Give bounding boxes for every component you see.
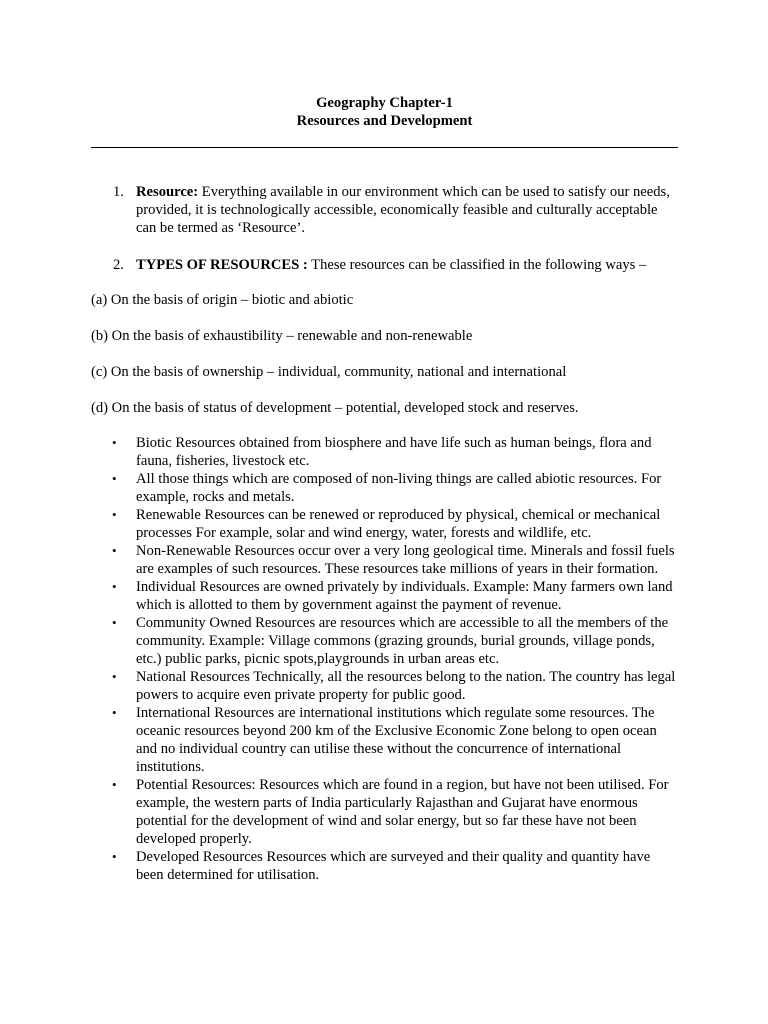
list-item-text: All those things which are composed of non-living things are called abiotic resources. For example, rocks and metals. (136, 471, 662, 505)
list-item-text: Non-Renewable Resources occur over a very long geological time. Minerals and fossil fuels are examples of such resources. These resources take millions of years in their formation. (136, 543, 675, 577)
list-item (91, 704, 681, 776)
list-item (91, 614, 681, 668)
bullet-icon: • (112, 471, 117, 486)
item-text: These resources can be classified in the following ways – (307, 257, 647, 273)
list-item (91, 848, 681, 884)
list-item (91, 668, 681, 704)
item-body (136, 256, 670, 274)
bullet-icon: • (112, 579, 117, 594)
list-item (91, 776, 681, 848)
bullet-icon: • (112, 543, 117, 558)
list-item-text: National Resources Technically, all the resources belong to the nation. The country has legal powers to acquire even private property for public good. (136, 669, 676, 703)
document-title (91, 94, 678, 130)
list-item-text: Potential Resources: Resources which are found in a region, but have not been utilised. For example, the western parts of India particularly Rajasthan and Gujarat have enormous potential for the development of wind and solar energy, but so far these have not been developed properly. (136, 777, 669, 847)
list-item-text: Developed Resources Resources which are surveyed and their quality and quantity have been determined for utilisation. (136, 849, 651, 883)
bullet-icon: • (112, 507, 117, 522)
bullet-icon: • (112, 705, 117, 720)
item-body (136, 183, 670, 237)
item-number: 2. (113, 257, 124, 273)
resource-types-list (91, 434, 681, 884)
bullet-icon: • (112, 669, 117, 684)
basis-exhaustibility: (b) On the basis of exhaustibility – renewable and non-renewable (91, 328, 473, 344)
list-item-text: Biotic Resources obtained from biosphere and have life such as human beings, flora and fauna, fisheries, livestock etc. (136, 435, 652, 469)
item-text: Everything available in our environment which can be used to satisfy our needs, provided, it is technologically accessible, economically feasible and culturally acceptable can be termed as ‘Resource’. (136, 184, 670, 236)
basis-development: (d) On the basis of status of development – potential, developed stock and reserves. (91, 400, 579, 416)
bullet-icon: • (112, 615, 117, 630)
list-item-text: International Resources are international institutions which regulate some resources. The oceanic resources beyond 200 km of the Exclusive Economic Zone belong to open ocean and no individual country can utilise these without the concurrence of international institutions. (136, 705, 657, 775)
list-item-text: Renewable Resources can be renewed or reproduced by physical, chemical or mechanical processes For example, solar and wind energy, water, forests and wildlife, etc. (136, 507, 661, 541)
list-item (91, 470, 681, 506)
numbered-item-resource (91, 183, 678, 237)
item-number: 1. (113, 184, 124, 200)
item-term: Resource: (136, 184, 199, 200)
chapter-subtitle: Resources and Development (296, 113, 473, 129)
bullet-icon: • (112, 435, 117, 450)
basis-ownership: (c) On the basis of ownership – individual, community, national and international (91, 364, 567, 380)
list-item (91, 506, 681, 542)
list-item (91, 434, 681, 470)
item-term: TYPES OF RESOURCES : (136, 257, 308, 273)
numbered-item-types (91, 256, 678, 274)
basis-origin: (a) On the basis of origin – biotic and abiotic (91, 292, 354, 308)
title-divider (91, 147, 678, 148)
list-item (91, 542, 681, 578)
bullet-icon: • (112, 777, 117, 792)
chapter-title: Geography Chapter-1 (316, 95, 453, 111)
list-item-text: Individual Resources are owned privately by individuals. Example: Many farmers own land which is allotted to them by government against the payment of revenue. (136, 579, 673, 613)
list-item (91, 578, 681, 614)
list-item-text: Community Owned Resources are resources which are accessible to all the members of the community. Example: Village commons (grazing grounds, burial grounds, village ponds, etc.) public parks, picnic spots,playgrounds in urban areas etc. (136, 615, 669, 667)
bullet-icon: • (112, 849, 117, 864)
